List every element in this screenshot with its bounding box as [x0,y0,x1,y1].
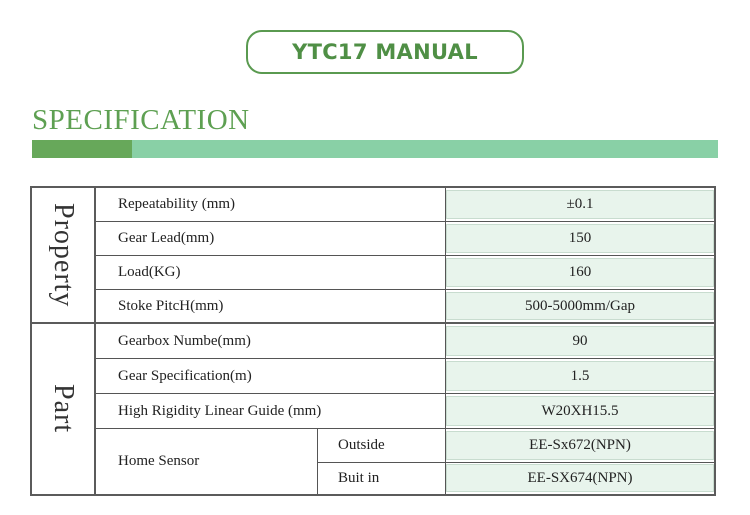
group-part [32,324,96,494]
home-sensor-label: Home Sensor [96,429,318,494]
sensor-outside-row [318,429,714,462]
table-row [96,222,714,256]
row-value: W20XH15.5 [446,396,714,426]
spec-table [30,186,716,496]
heading-bar-accent [32,140,132,158]
row-value: 1.5 [446,361,714,391]
row-value: 500-5000mm/Gap [446,292,714,320]
manual-title: YTC17 MANUAL [292,40,478,64]
group-property-label: Property [48,202,79,308]
row-label: Gear Specification(m) [96,359,446,393]
row-label: Repeatability (mm) [96,188,446,221]
table-row [96,324,714,359]
row-label: High Rigidity Linear Guide (mm) [96,394,446,428]
row-value: 150 [446,224,714,253]
row-value: 160 [446,258,714,287]
group-part-label: Part [48,384,79,434]
table-row [96,188,714,222]
sensor-outside-value: EE-Sx672(NPN) [446,431,714,460]
row-label: Gearbox Numbe(mm) [96,324,446,358]
row-label: Stoke PitcH(mm) [96,290,446,322]
manual-title-badge [246,30,524,74]
table-row [96,290,714,324]
table-row [96,394,714,429]
row-label: Load(KG) [96,256,446,289]
row-value: 90 [446,326,714,356]
section-heading: SPECIFICATION [32,104,250,136]
sensor-builtin-row [318,462,714,494]
row-value: ±0.1 [446,190,714,219]
group-property [32,188,96,324]
sensor-outside-label: Outside [318,429,446,462]
row-label: Gear Lead(mm) [96,222,446,255]
table-row [96,359,714,394]
heading-bar [132,140,718,158]
table-row [96,256,714,290]
sensor-builtin-value: EE-SX674(NPN) [446,464,714,492]
sensor-builtin-label: Buit in [318,462,446,494]
